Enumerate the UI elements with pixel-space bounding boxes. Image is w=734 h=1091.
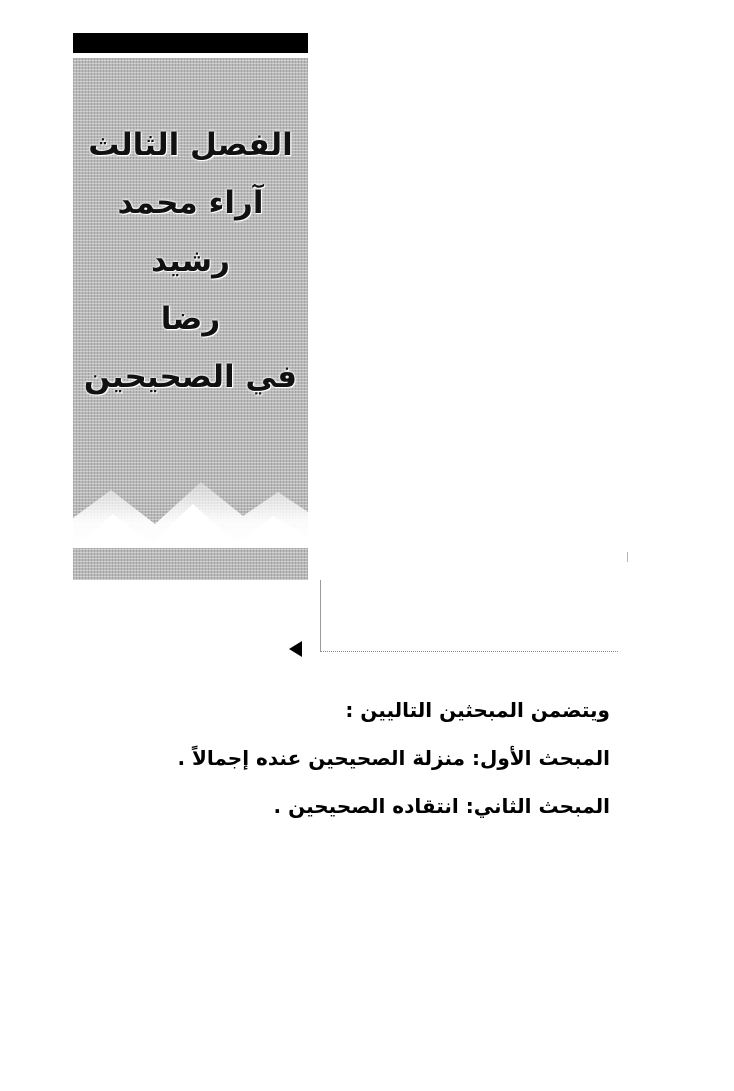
frame-horizontal-rule xyxy=(320,651,618,652)
chapter-title-line-2: آراء محمد رشيد xyxy=(117,185,264,279)
chapter-header-bar xyxy=(73,33,308,53)
chapter-title-line-3: رضا xyxy=(160,301,221,337)
chapter-contents xyxy=(150,686,610,830)
chapter-title-panel xyxy=(73,58,308,580)
chapter-title-line-4: في الصحيحين xyxy=(83,359,298,395)
contents-item-1: المبحث الأول: منزلة الصحيحين عنده إجمالاً . xyxy=(177,746,610,770)
contents-item-2: المبحث الثاني: انتقاده الصحيحين . xyxy=(273,794,610,818)
chapter-title-line-1: الفصل الثالث xyxy=(88,127,293,163)
mountains-icon xyxy=(73,478,308,548)
triangle-left-icon xyxy=(289,641,302,657)
frame-vertical-rule xyxy=(320,580,321,652)
contents-intro: ويتضمن المبحثين التاليين : xyxy=(345,698,610,722)
margin-mark xyxy=(627,552,628,562)
chapter-title xyxy=(73,116,308,406)
